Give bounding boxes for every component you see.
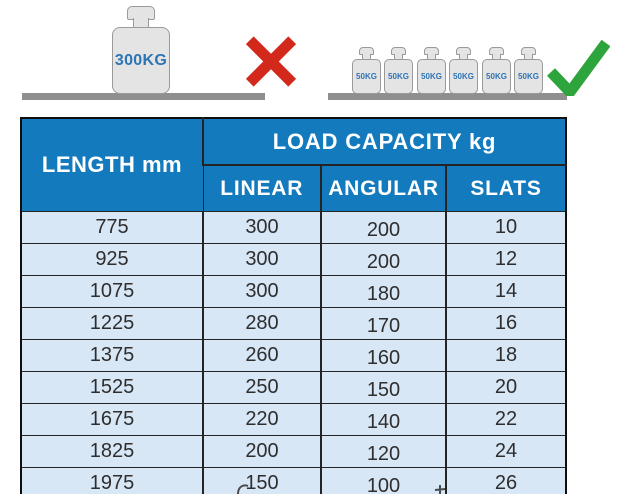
checkmark-icon — [546, 38, 610, 96]
weight-body — [514, 59, 543, 94]
cell-linear: 150 — [203, 468, 321, 494]
weight-label: 50KG — [486, 72, 507, 81]
table-row — [21, 436, 566, 468]
table-row — [21, 244, 566, 276]
header-row-main — [21, 118, 566, 165]
load-capacity-table — [20, 117, 567, 494]
table-row — [21, 340, 566, 372]
table-row — [21, 212, 566, 244]
weight-50kg — [482, 47, 511, 94]
weight-50kg — [352, 47, 381, 94]
cell-angular: 200 — [321, 212, 446, 244]
cell-linear: 260 — [203, 340, 321, 372]
table-row — [21, 468, 566, 494]
weight-50kg — [417, 47, 446, 94]
table-body — [21, 212, 566, 494]
table-row — [21, 276, 566, 308]
cell-linear: 300 — [203, 212, 321, 244]
cross-icon — [243, 34, 299, 88]
cell-slats: 16 — [446, 308, 566, 340]
cropped-caption-fragment — [434, 485, 448, 494]
weight-body — [417, 59, 446, 94]
cell-slats: 10 — [446, 212, 566, 244]
shelf-right — [328, 93, 567, 100]
weight-label: 50KG — [356, 72, 377, 81]
cell-length: 775 — [21, 212, 203, 244]
table-row — [21, 404, 566, 436]
weight-50kg — [384, 47, 413, 94]
weight-50kg — [514, 47, 543, 94]
cell-angular: 200 — [321, 244, 446, 276]
cell-slats: 24 — [446, 436, 566, 468]
cropped-caption-fragment — [236, 483, 250, 494]
weight-50kg — [449, 47, 478, 94]
cell-length: 1975 — [21, 468, 203, 494]
cell-slats: 26 — [446, 468, 566, 494]
cell-linear: 250 — [203, 372, 321, 404]
cell-length: 1825 — [21, 436, 203, 468]
table-header — [21, 118, 566, 212]
cell-angular: 160 — [321, 340, 446, 372]
weight-body — [449, 59, 478, 94]
cell-linear: 280 — [203, 308, 321, 340]
column-header-linear: LINEAR — [203, 165, 321, 212]
cell-angular: 170 — [321, 308, 446, 340]
weight-label: 300KG — [114, 51, 168, 69]
cell-linear: 300 — [203, 244, 321, 276]
cell-linear: 300 — [203, 276, 321, 308]
table-row — [21, 308, 566, 340]
weight-label: 50KG — [453, 72, 474, 81]
column-header-angular: ANGULAR — [321, 165, 446, 212]
cell-length: 1525 — [21, 372, 203, 404]
column-header-length: LENGTH mm — [21, 118, 203, 212]
cell-slats: 18 — [446, 340, 566, 372]
cell-linear: 220 — [203, 404, 321, 436]
cell-angular: 180 — [321, 276, 446, 308]
weight-label: 50KG — [518, 72, 539, 81]
shelf-left — [22, 93, 265, 100]
weight-label: 50KG — [388, 72, 409, 81]
cell-angular: 150 — [321, 372, 446, 404]
weight-300kg — [112, 6, 170, 94]
cell-slats: 20 — [446, 372, 566, 404]
cell-angular: 140 — [321, 404, 446, 436]
cell-length: 1075 — [21, 276, 203, 308]
weight-body — [482, 59, 511, 94]
cell-angular: 100 — [321, 468, 446, 494]
cell-slats: 14 — [446, 276, 566, 308]
cell-linear: 200 — [203, 436, 321, 468]
cell-slats: 12 — [446, 244, 566, 276]
weight-body — [384, 59, 413, 94]
weight-label: 50KG — [421, 72, 442, 81]
table-row — [21, 372, 566, 404]
cell-length: 925 — [21, 244, 203, 276]
cell-angular: 120 — [321, 436, 446, 468]
cell-length: 1675 — [21, 404, 203, 436]
weight-body — [112, 27, 170, 94]
cell-slats: 22 — [446, 404, 566, 436]
weight-body — [352, 59, 381, 94]
column-header-load-capacity: LOAD CAPACITY kg — [203, 118, 566, 165]
cell-length: 1225 — [21, 308, 203, 340]
cell-length: 1375 — [21, 340, 203, 372]
column-header-slats: SLATS — [446, 165, 566, 212]
